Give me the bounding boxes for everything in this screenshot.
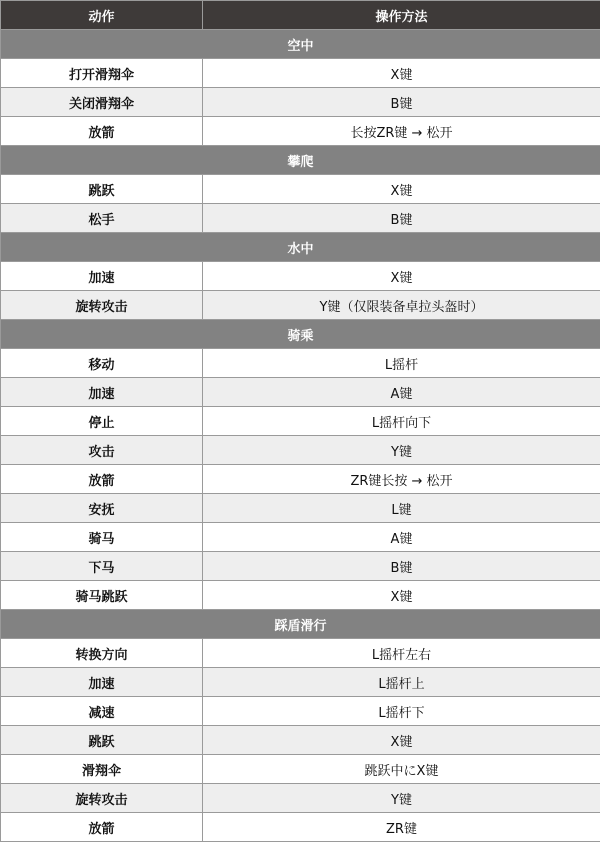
table-row [1, 494, 600, 523]
table-row [1, 639, 600, 668]
header-action: 动作 [1, 1, 203, 30]
table-row [1, 262, 600, 291]
action-cell: 移动 [1, 349, 203, 378]
section-title: 骑乘 [1, 320, 600, 349]
table-row [1, 407, 600, 436]
table-row [1, 465, 600, 494]
method-cell: B键 [203, 204, 600, 233]
table-row [1, 755, 600, 784]
table-row [1, 784, 600, 813]
table-row [1, 349, 600, 378]
table-row [1, 117, 600, 146]
action-cell: 关闭滑翔伞 [1, 88, 203, 117]
method-cell: L摇杆向下 [203, 407, 600, 436]
action-cell: 骑马 [1, 523, 203, 552]
action-cell: 放箭 [1, 813, 203, 842]
method-cell: A键 [203, 523, 600, 552]
method-cell: L摇杆下 [203, 697, 600, 726]
method-cell: X键 [203, 726, 600, 755]
section-header-row [1, 146, 600, 175]
table-body [1, 30, 600, 842]
table-row [1, 668, 600, 697]
action-cell: 跳跃 [1, 726, 203, 755]
action-cell: 放箭 [1, 117, 203, 146]
method-cell: Y键 [203, 784, 600, 813]
method-cell: B键 [203, 552, 600, 581]
table-row [1, 552, 600, 581]
action-cell: 加速 [1, 378, 203, 407]
header-method: 操作方法 [203, 1, 600, 30]
method-cell: 长按ZR键 → 松开 [203, 117, 600, 146]
action-cell: 松手 [1, 204, 203, 233]
table-row [1, 523, 600, 552]
table-row [1, 726, 600, 755]
method-cell: B键 [203, 88, 600, 117]
section-title: 水中 [1, 233, 600, 262]
table-row [1, 378, 600, 407]
table-row [1, 291, 600, 320]
table-header-row [1, 1, 600, 30]
section-title: 空中 [1, 30, 600, 59]
action-cell: 打开滑翔伞 [1, 59, 203, 88]
method-cell: L摇杆左右 [203, 639, 600, 668]
method-cell: Y键（仅限装备卓拉头盔时） [203, 291, 600, 320]
action-cell: 减速 [1, 697, 203, 726]
table-row [1, 436, 600, 465]
action-cell: 停止 [1, 407, 203, 436]
section-title: 攀爬 [1, 146, 600, 175]
action-cell: 加速 [1, 262, 203, 291]
method-cell: X键 [203, 581, 600, 610]
section-header-row [1, 320, 600, 349]
table-row [1, 175, 600, 204]
table-row [1, 697, 600, 726]
method-cell: L摇杆上 [203, 668, 600, 697]
table-row [1, 204, 600, 233]
action-cell: 滑翔伞 [1, 755, 203, 784]
section-header-row [1, 30, 600, 59]
action-cell: 下马 [1, 552, 203, 581]
action-cell: 安抚 [1, 494, 203, 523]
method-cell: X键 [203, 59, 600, 88]
action-cell: 转换方向 [1, 639, 203, 668]
table-row [1, 59, 600, 88]
method-cell: ZR键长按 → 松开 [203, 465, 600, 494]
table-row [1, 813, 600, 842]
method-cell: L键 [203, 494, 600, 523]
action-cell: 跳跃 [1, 175, 203, 204]
action-cell: 旋转攻击 [1, 291, 203, 320]
section-title: 踩盾滑行 [1, 610, 600, 639]
method-cell: A键 [203, 378, 600, 407]
table-row [1, 581, 600, 610]
table-row [1, 88, 600, 117]
method-cell: X键 [203, 262, 600, 291]
action-cell: 攻击 [1, 436, 203, 465]
section-header-row [1, 233, 600, 262]
section-header-row [1, 610, 600, 639]
action-cell: 骑马跳跃 [1, 581, 203, 610]
method-cell: ZR键 [203, 813, 600, 842]
method-cell: Y键 [203, 436, 600, 465]
method-cell: 跳跃中にX键 [203, 755, 600, 784]
action-cell: 加速 [1, 668, 203, 697]
action-cell: 放箭 [1, 465, 203, 494]
action-cell: 旋转攻击 [1, 784, 203, 813]
method-cell: X键 [203, 175, 600, 204]
method-cell: L摇杆 [203, 349, 600, 378]
